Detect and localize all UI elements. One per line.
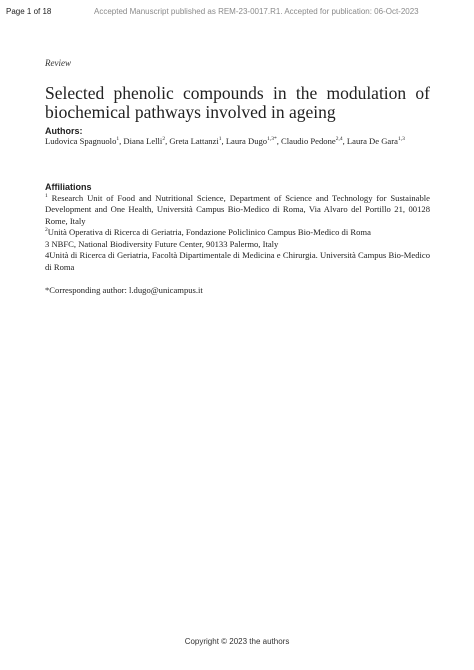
author-affiliation-marker: 1,3	[397, 136, 405, 143]
author-name: Ludovica Spagnuolo	[45, 136, 117, 146]
author-affiliation-marker: 2	[162, 136, 166, 143]
page-number: Page 1 of 18	[6, 7, 52, 16]
affiliation-marker: 4	[45, 250, 50, 260]
author-affiliation-marker: 2,4	[335, 136, 343, 143]
affiliation-text: Research Unit of Food and Nutritional Science, Department of Science and Technology for Sustainable Development and One Health, Università Campus Bio-Medico di Roma, Via Alvaro del Portillo 21, 00128 Rome, Italy	[45, 192, 430, 226]
affiliation-item	[45, 239, 430, 251]
author-name: Greta Lattanzi	[169, 136, 219, 146]
article-type: Review	[45, 58, 71, 68]
authors-list: Ludovica Spagnuolo$^1$, Diana Lelli$^2$, Greta Lattanzi$^1$, Laura Dugo$^{1,3*}$, Claudio Pedone$^{2,4}$, Laura De Gara$^{1,3}$	[45, 136, 405, 146]
affiliation-item	[45, 193, 430, 228]
affiliation-marker: 3	[45, 238, 50, 249]
affiliation-text: Unità Operativa di Ricerca di Geriatria, Fondazione Policlinico Campus Bio-Medico di Roma	[47, 227, 371, 237]
page-header	[6, 7, 468, 21]
article-title: Selected phenolic compounds in the modulation of biochemical pathways involved in ageing	[45, 83, 430, 122]
affiliations-list	[45, 193, 430, 274]
affiliation-text: Unità di Ricerca di Geriatria, Facoltà Dipartimentale di Medicina e Chirurgia. Università Campus Bio-Medico di Roma	[45, 250, 430, 272]
affiliation-marker: 1	[45, 192, 48, 199]
author-affiliation-marker: 1	[116, 136, 120, 143]
author-affiliation-marker: 1,3*	[267, 136, 277, 143]
author-name: Diana Lelli	[123, 136, 163, 146]
affiliation-item	[45, 227, 430, 239]
authors-heading: Authors:	[45, 126, 83, 136]
affiliations-heading: Affiliations	[45, 181, 92, 192]
affiliation-item	[45, 250, 430, 273]
corresponding-author: *Corresponding author: l.dugo@unicampus.it	[45, 285, 203, 295]
manuscript-note: Accepted Manuscript published as REM-23-0017.R1. Accepted for publication: 06-Oct-2023	[94, 7, 419, 16]
author-name: Laura Dugo	[225, 136, 268, 146]
affiliation-marker: 2	[45, 227, 48, 234]
copyright-footer: Copyright © 2023 the authors	[184, 637, 290, 646]
affiliation-text: NBFC, National Biodiversity Future Center, 90133 Palermo, Italy	[51, 238, 279, 249]
author-affiliation-marker: 1	[218, 136, 222, 143]
author-name: Laura De Gara	[346, 136, 398, 146]
author-name: Claudio Pedone	[281, 136, 336, 146]
article-front-matter	[45, 58, 430, 295]
